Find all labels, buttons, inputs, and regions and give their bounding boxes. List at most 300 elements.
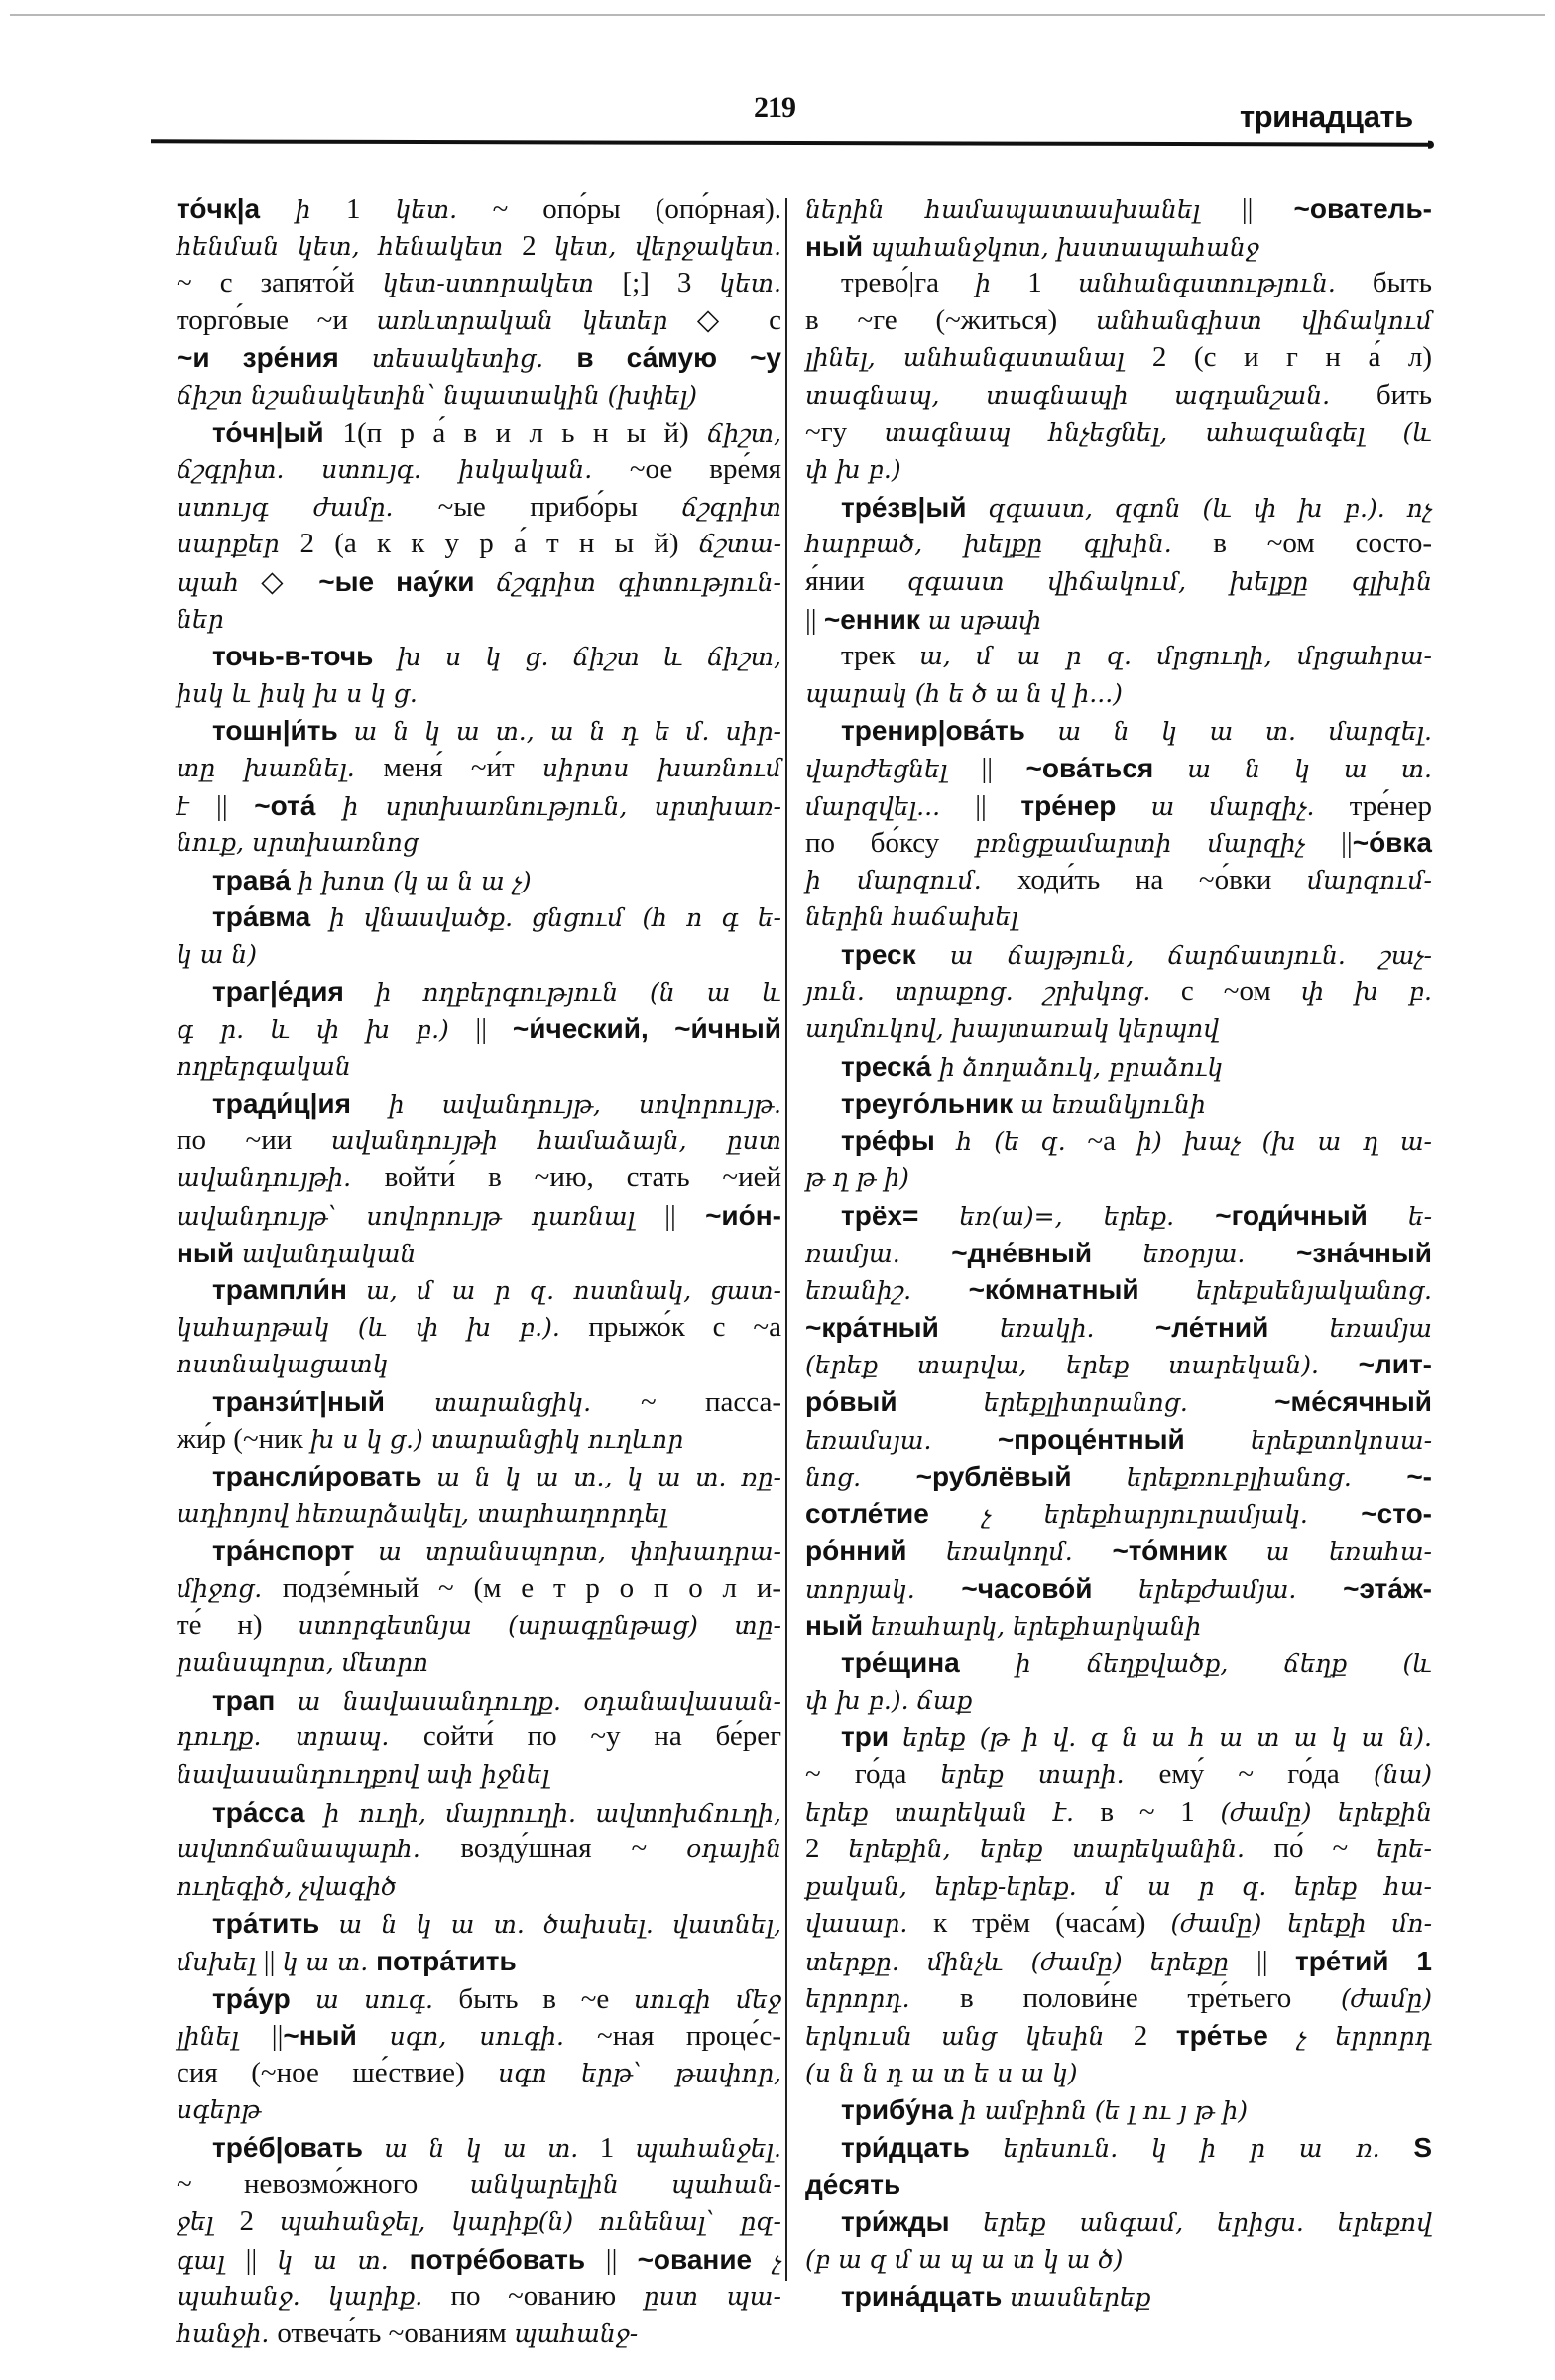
headword: ~проце́нтный: [997, 1423, 1251, 1455]
entry-line: [805, 1235, 1432, 1272]
russian-text: с ~ом: [1180, 975, 1301, 1008]
armenian-text: կետ.: [395, 195, 493, 224]
entry-first-line: [177, 638, 781, 675]
russian-text: 2 (с и г н а́ л): [1151, 341, 1433, 374]
entry-line: [177, 2278, 781, 2316]
armenian-text: երրորդ.: [805, 1983, 960, 2013]
armenian-text: եռօրյա.: [1142, 1239, 1296, 1268]
russian-text: ||: [1341, 827, 1353, 860]
russian-text: 2 (а к к у р а́ т н ы й): [299, 528, 699, 560]
armenian-text: ի ձողաձուկ, բրաձուկ: [938, 1052, 1224, 1082]
armenian-text: երեք (թ ի վ. գ ն ա հ ա տ ա կ ա ն).: [902, 1724, 1433, 1753]
headword: ~о́вка: [1352, 827, 1432, 859]
entry-line: [805, 339, 1432, 377]
entry-line: [805, 1271, 1432, 1309]
headword: тре́тий 1: [1294, 1945, 1432, 1976]
russian-text: ||: [245, 2243, 278, 2276]
entry-line: [177, 2203, 781, 2241]
russian-text: ◇ с: [696, 303, 781, 336]
entry-line: [805, 973, 1432, 1011]
entry-line: [805, 1421, 1432, 1459]
armenian-text: ստորգետնյա (արագընթաց) տը-: [298, 1610, 781, 1640]
armenian-text: կ ա ն): [177, 939, 257, 969]
headword: ~зна́чный: [1295, 1237, 1433, 1268]
russian-text: по бо́ксу: [805, 827, 975, 860]
armenian-text: ոստնակացատկ: [177, 1350, 389, 1379]
entry-first-line: [805, 489, 1432, 527]
entry-first-line: [177, 2129, 781, 2167]
entry-line: [805, 898, 1432, 936]
armenian-text: ուղեգիծ, չվագիծ: [177, 1871, 397, 1901]
headword: три́жды: [841, 2206, 984, 2238]
russian-text: к трём (часа́м): [933, 1907, 1171, 1940]
entry-line: [177, 489, 781, 527]
armenian-text: ի ամբիոն (ե լ ու յ թ ի): [960, 2096, 1249, 2126]
entry-first-line: [177, 1532, 781, 1570]
headword: трансли́ровать: [212, 1461, 437, 1492]
entry-first-line: [177, 862, 781, 899]
entry-line: [177, 228, 781, 266]
russian-text: в полови́не тре́тьего: [960, 1981, 1341, 2014]
entry-line: [177, 451, 781, 489]
armenian-text: երեք տարի.: [940, 1759, 1159, 1789]
armenian-text: օդային: [686, 1835, 781, 1864]
entry-line: [177, 377, 781, 415]
headword: трёх=: [841, 1200, 960, 1232]
entry-first-line: [177, 1905, 781, 1943]
russian-text: ||: [475, 1013, 513, 1046]
entry-line: [805, 1905, 1432, 1943]
headword: ~и́ческий, ~и́чный: [512, 1013, 781, 1045]
russian-text: бить: [1376, 378, 1432, 411]
entry-line: [805, 190, 1432, 228]
entry-line: [805, 2017, 1432, 2055]
russian-text: ~ с запято́й: [177, 267, 383, 299]
russian-text: 1: [346, 193, 396, 225]
armenian-text: ռամյա.: [805, 1239, 952, 1268]
armenian-text: կետ, վերջակետ.: [553, 231, 782, 261]
entry-line: [177, 1309, 781, 1347]
armenian-text: նոց.: [805, 1463, 916, 1492]
armenian-text: (նա): [1373, 1759, 1432, 1789]
entry-line: [805, 1943, 1432, 1980]
entry-line: [177, 2017, 781, 2055]
entry-line: [177, 1868, 781, 1906]
headword: ~ователь-: [1293, 193, 1432, 224]
armenian-text: երեքլիտրանոց.: [983, 1388, 1275, 1417]
entry-line: [177, 302, 781, 340]
headword: треск: [841, 938, 950, 970]
headword: ~часово́й: [961, 1572, 1138, 1604]
armenian-text: ավանդական: [241, 1239, 417, 1268]
russian-text: ||: [805, 603, 824, 636]
entry-line: [805, 1159, 1432, 1197]
russian-text: ~ое вре́мя: [629, 453, 782, 486]
armenian-text: պահանջ-: [513, 2319, 639, 2348]
armenian-text: ա ն կ ա տ.: [1187, 754, 1432, 783]
entry-first-line: [177, 1980, 781, 2018]
entry-line: [177, 190, 781, 228]
armenian-text: մարզվել...: [805, 791, 976, 821]
armenian-text: ավանդույթի համաձայն, ըստ: [330, 1126, 782, 1155]
armenian-text: է: [177, 791, 217, 821]
armenian-text: եռանիշ.: [805, 1276, 969, 1306]
headword: ~эта́ж-: [1343, 1572, 1432, 1604]
armenian-text: ստույգ ժամը.: [177, 492, 438, 522]
headword: тра́тить: [212, 1908, 339, 1940]
headword: тра́сса: [212, 1796, 324, 1828]
entry-line: [805, 1980, 1432, 2018]
entry-first-line: [805, 2091, 1432, 2129]
russian-text: 1: [1027, 267, 1079, 299]
russian-text: в ~ 1: [1100, 1795, 1221, 1828]
header-rule: [151, 139, 1430, 146]
russian-text: 2: [522, 229, 554, 262]
armenian-text: ա, մ ա ր զ. մրցուղի, մրցահրա-: [919, 642, 1432, 671]
headword: ~сто-: [1361, 1497, 1432, 1529]
armenian-text: ճշգրիտ. ստույգ. իսկական.: [177, 455, 630, 485]
armenian-text: սիրտս խառնում: [541, 753, 781, 782]
entry-line: [805, 1682, 1432, 1720]
armenian-text: մսխել: [177, 1947, 264, 1976]
russian-text: ||: [975, 789, 1021, 822]
russian-text: трек: [841, 640, 920, 672]
headword: тра́нспорт: [212, 1535, 379, 1567]
headword: де́сять: [805, 2169, 901, 2201]
entry-line: [805, 1868, 1432, 1906]
russian-text: жи́р (~ник: [177, 1422, 311, 1455]
russian-text: ~ опо́ры (опо́рная).: [492, 193, 781, 225]
russian-text: ||: [216, 789, 255, 822]
entry-first-line: [805, 265, 1432, 302]
armenian-text: (ս ն ն դ ա տ ե ս ա կ): [805, 2058, 1078, 2087]
headword: треска́: [841, 1050, 939, 1082]
armenian-text: երեք տարեկան է.: [805, 1797, 1101, 1827]
armenian-text: ա նավասանդուղք. օդանավասան-: [297, 1686, 781, 1716]
armenian-text: կետ.: [719, 269, 781, 298]
russian-text: сойти́ по ~у на бе́рег: [422, 1721, 781, 1753]
entry-first-line: [177, 1085, 781, 1123]
armenian-text: երկուսն անց կեսին: [805, 2022, 1134, 2052]
armenian-text: երեքսենյականոց.: [1195, 1276, 1432, 1306]
entry-line: [177, 2241, 781, 2279]
russian-text: ||: [1256, 1945, 1295, 1977]
entry-line: [805, 2055, 1432, 2092]
headword: ~ко́мнатный: [968, 1274, 1196, 1306]
armenian-text: ա ն կ ա տ. ծախսել. վատնել,: [338, 1910, 781, 1940]
headword: трава́: [212, 864, 299, 895]
entry-line: [177, 2055, 781, 2092]
headword: транзи́т|ный: [212, 1386, 434, 1417]
headword: ~годи́чный: [1215, 1200, 1408, 1232]
headword: потре́бовать: [409, 2243, 606, 2275]
armenian-text: ճշգրիտ գիտություն-: [496, 567, 781, 597]
armenian-text: առևտրական կետեր: [376, 305, 697, 335]
entry-line: [805, 526, 1432, 563]
armenian-text: ադիոյով հեռարձակել, տարհաղորդել: [177, 1498, 667, 1528]
entry-first-line: [805, 1123, 1432, 1160]
armenian-text: երեքժամյա.: [1137, 1574, 1344, 1604]
armenian-text: փ խ բ.). ճաք: [805, 1685, 973, 1715]
russian-text: торго́вые ~и: [177, 303, 377, 336]
russian-text: быть: [1372, 267, 1432, 299]
headword: треуго́льник: [841, 1088, 1020, 1120]
armenian-text: կետ-ստորակետ: [382, 269, 623, 298]
headword: ный: [805, 230, 871, 262]
armenian-text: պահանջել.: [634, 2133, 781, 2163]
russian-text: в ~ге (~житься): [805, 303, 1096, 336]
russian-text: я́нии: [805, 564, 907, 597]
armenian-text: հարբած, խելքը գլխին.: [805, 530, 1214, 559]
entry-first-line: [177, 1271, 781, 1309]
russian-text: 2: [1133, 2020, 1176, 2053]
entry-line: [805, 1794, 1432, 1832]
armenian-text: ի) խաչ (խ ա ղ ա-: [1136, 1127, 1433, 1156]
armenian-text: սարքեր: [177, 530, 300, 559]
entry-line: [805, 451, 1432, 489]
russian-text: меня́ ~и́т: [383, 751, 542, 783]
entry-first-line: [805, 1048, 1432, 1086]
headword: ~рублёвый: [915, 1461, 1127, 1492]
armenian-text: սգո, սուգի.: [389, 2022, 598, 2052]
russian-text: ~а: [1087, 1125, 1137, 1157]
entry-line: [805, 2166, 1432, 2203]
entry-line: [805, 1756, 1432, 1794]
entry-first-line: [805, 638, 1432, 675]
armenian-text: երեքտոկոսա-: [1250, 1425, 1433, 1455]
headword: ~ование: [637, 2243, 773, 2275]
armenian-text: ի վնասվածք. ցնցում (հ ո գ ե-: [329, 903, 781, 933]
russian-text: 2: [805, 1833, 849, 1865]
entry-line: [177, 1719, 781, 1756]
entry-line: [177, 750, 781, 787]
entry-line: [177, 1346, 781, 1383]
headword: ~дне́вный: [951, 1237, 1143, 1268]
entry-line: [177, 1159, 781, 1197]
armenian-text: ջել: [177, 2207, 240, 2237]
armenian-text: ի ուղի, մայրուղի. ավտոխճուղի,: [323, 1798, 781, 1828]
armenian-text: անհանգիստ վիճակում: [1095, 305, 1433, 335]
armenian-text: ի ողբերգություն (ն ա և: [375, 978, 782, 1008]
headword: ~-: [1406, 1461, 1432, 1492]
armenian-text: հենման կետ, հենակետ: [177, 231, 523, 261]
armenian-text: րանսպորտ, մետրո: [177, 1648, 429, 1678]
entry-line: [177, 1644, 781, 1682]
headword: сотле́тие: [805, 1497, 983, 1529]
armenian-text: գալ: [177, 2245, 246, 2275]
armenian-text: տորյակ.: [805, 1574, 962, 1604]
armenian-text: խ ս կ ց. ճիշտ և ճիշտ,: [397, 643, 781, 672]
entry-line: [177, 675, 781, 713]
entry-line: [805, 1011, 1432, 1048]
page-number: 219: [754, 91, 795, 124]
armenian-text: ի սրտխառնություն, սրտխառ-: [342, 791, 781, 821]
russian-text: прыжо́к с ~а: [588, 1310, 781, 1343]
entry-first-line: [177, 1383, 781, 1421]
entry-line: [805, 601, 1432, 639]
armenian-text: երե-: [1376, 1835, 1432, 1864]
armenian-text: գ ր. և փ խ բ.): [177, 1015, 476, 1045]
headword: то́чн|ый: [212, 416, 343, 448]
headword: тренир|ова́ть: [841, 715, 1058, 747]
headword: ~ые нау́ки: [318, 565, 497, 597]
armenian-text: դուղք. տրապ.: [177, 1723, 423, 1752]
armenian-text: քական, երեք-երեք. մ ա ր զ. երեք հա-: [805, 1871, 1432, 1901]
armenian-text: փ խ բ.: [1300, 977, 1432, 1007]
entry-line: [805, 1570, 1432, 1607]
entry-first-line: [177, 1458, 781, 1495]
headword: тре́щина: [841, 1647, 1016, 1679]
headword: ~ме́сячный: [1274, 1386, 1432, 1417]
armenian-text: եռամսյա.: [805, 1425, 998, 1455]
russian-text: ||: [263, 1945, 283, 1977]
russian-text: ~ые прибо́ры: [437, 490, 682, 523]
russian-text: возду́шная ~: [460, 1833, 687, 1865]
headword: потра́тить: [376, 1945, 517, 1976]
entry-line: [805, 1458, 1432, 1495]
entry-first-line: [177, 973, 781, 1011]
entry-line: [805, 377, 1432, 415]
armenian-text: երեք անգամ, երիցս. երեքով: [983, 2208, 1432, 2238]
armenian-text: ներին հաճախել: [805, 902, 1018, 932]
entry-line: [177, 1011, 781, 1048]
russian-text: [;] 3: [622, 267, 720, 299]
headword: три́дцать: [841, 2131, 1004, 2163]
entry-line: [177, 601, 781, 639]
armenian-text: կ ա տ.: [277, 2245, 410, 2275]
armenian-text: հանջի.: [177, 2319, 278, 2348]
armenian-text: ա սուգ.: [314, 1984, 459, 2014]
armenian-text: վասար.: [805, 1909, 934, 1939]
russian-text: войти́ в ~ию, стать ~ией: [384, 1161, 781, 1194]
entry-line: [177, 1607, 781, 1645]
russian-text: ~ невозмо́жного: [177, 2168, 470, 2201]
armenian-text: մարզում-: [1307, 865, 1432, 894]
headword: трибу́на: [841, 2094, 961, 2126]
armenian-text: եռամյա: [1329, 1313, 1433, 1343]
armenian-text: վարժեցնել: [805, 754, 982, 783]
headword: ~то́мник: [1112, 1535, 1266, 1567]
entry-line: [805, 415, 1432, 452]
armenian-text: եռ(ա)=, երեք.: [959, 1202, 1216, 1232]
entry-first-line: [177, 712, 781, 750]
headword: то́чк|а: [177, 193, 296, 224]
running-head: тринадцать: [1240, 99, 1413, 134]
headword: ~енник: [823, 603, 928, 635]
russian-text: ||: [1241, 193, 1294, 225]
headword: ~ный: [283, 2020, 390, 2052]
armenian-text: ե-: [1407, 1202, 1433, 1232]
right-column: [805, 190, 1432, 2316]
armenian-text: ավանդույթի.: [177, 1163, 385, 1193]
headword: ~и зре́ния: [177, 342, 372, 374]
armenian-text: ա տրանսպորտ, փոխադրա-: [378, 1537, 782, 1567]
entry-line: [177, 1421, 781, 1459]
armenian-text: (երեք տարվա, երեք տարեկան).: [805, 1351, 1359, 1380]
entry-line: [805, 302, 1432, 340]
entry-first-line: [805, 712, 1432, 750]
armenian-text: լինել, անհանգստանալ: [805, 343, 1152, 373]
entry-line: [805, 824, 1432, 862]
entry-first-line: [177, 898, 781, 936]
russian-text: трево́|га: [841, 267, 976, 299]
entry-line: [177, 1831, 781, 1868]
armenian-text: եռահարկ, երեքհարկանի: [870, 1611, 1202, 1641]
russian-text: ~гу: [805, 416, 885, 448]
headword: тошн|и́ть: [212, 715, 354, 747]
entry-first-line: [805, 1719, 1432, 1756]
armenian-text: միջոց.: [177, 1573, 283, 1603]
column-divider: [785, 198, 787, 2281]
entry-line: [177, 787, 781, 825]
left-column: [177, 190, 781, 2352]
armenian-text: չ երրորդ: [1296, 2022, 1433, 2052]
entry-line: [177, 824, 781, 862]
headword: тре́тье: [1175, 2020, 1297, 2052]
armenian-text: չ երեքհարյուրամյակ.: [982, 1499, 1362, 1529]
headword: ~ле́тний: [1154, 1311, 1330, 1343]
armenian-text: կահարթակ (և փ խ բ.).: [177, 1312, 589, 1342]
armenian-text: նավասանդուղքով ափ իջնել: [177, 1759, 550, 1789]
headword: трампли́н: [212, 1274, 367, 1306]
armenian-text: սգո երթ՝ թափոր,: [498, 2058, 781, 2087]
armenian-text: պահանջկոտ, խստապահանջ: [870, 232, 1259, 262]
armenian-text: բռնցքամարտի մարզիչ: [974, 829, 1342, 859]
headword: S: [1413, 2131, 1432, 2163]
armenian-text: պարակ (հ ե ծ ա ն վ ի...): [805, 678, 1123, 708]
entry-line: [805, 1309, 1432, 1347]
headword: ~ова́ться: [1025, 752, 1188, 783]
entry-first-line: [177, 415, 781, 452]
entry-line: [805, 1346, 1432, 1383]
russian-text: те́ н): [177, 1608, 299, 1641]
armenian-text: պահանջել, կարիք(ն) ունենալ՝ ըզ-: [279, 2207, 781, 2237]
entry-line: [805, 675, 1432, 713]
armenian-text: (ժամը) երեքին: [1220, 1797, 1433, 1827]
headword: ный: [805, 1609, 871, 1641]
russian-text: ему́ ~ го́да: [1158, 1757, 1374, 1790]
entry-line: [805, 787, 1432, 825]
armenian-text: պահանջ. կարիք.: [177, 2282, 451, 2312]
headword: точь-в-точь: [212, 641, 398, 672]
armenian-text: ճիշտ,: [707, 418, 781, 448]
russian-text: ||: [271, 2020, 284, 2053]
entry-line: [805, 750, 1432, 787]
armenian-text: զգաստ, զգոն (և փ խ բ.). ոչ: [988, 493, 1432, 523]
headword: ро́нний: [805, 1535, 947, 1567]
entry-first-line: [805, 1085, 1432, 1123]
entry-first-line: [805, 2203, 1432, 2241]
headword: тра́ур: [212, 1982, 315, 2014]
entry-line: [177, 1235, 781, 1272]
entry-line: [177, 526, 781, 563]
armenian-text: ողբերգական: [177, 1051, 351, 1081]
armenian-text: ա եռահա-: [1265, 1537, 1432, 1567]
armenian-text: տերքը. մինչև (ժամը) երեքը: [805, 1947, 1256, 1976]
armenian-text: պահ: [177, 567, 262, 597]
entry-first-line: [805, 1197, 1432, 1235]
entry-line: [805, 1495, 1432, 1533]
armenian-text: սգերթ: [177, 2095, 262, 2125]
armenian-text: կ ա տ.: [282, 1947, 377, 1976]
armenian-text: ի: [295, 195, 347, 224]
armenian-text: ի: [975, 269, 1028, 298]
russian-text: ~ная проце́с-: [597, 2020, 781, 2053]
russian-text: ~ пасса-: [641, 1386, 781, 1418]
headword: тре́б|овать: [212, 2131, 385, 2163]
armenian-text: (ժամը) երեքի մո-: [1170, 1909, 1433, 1939]
entry-line: [177, 1756, 781, 1794]
